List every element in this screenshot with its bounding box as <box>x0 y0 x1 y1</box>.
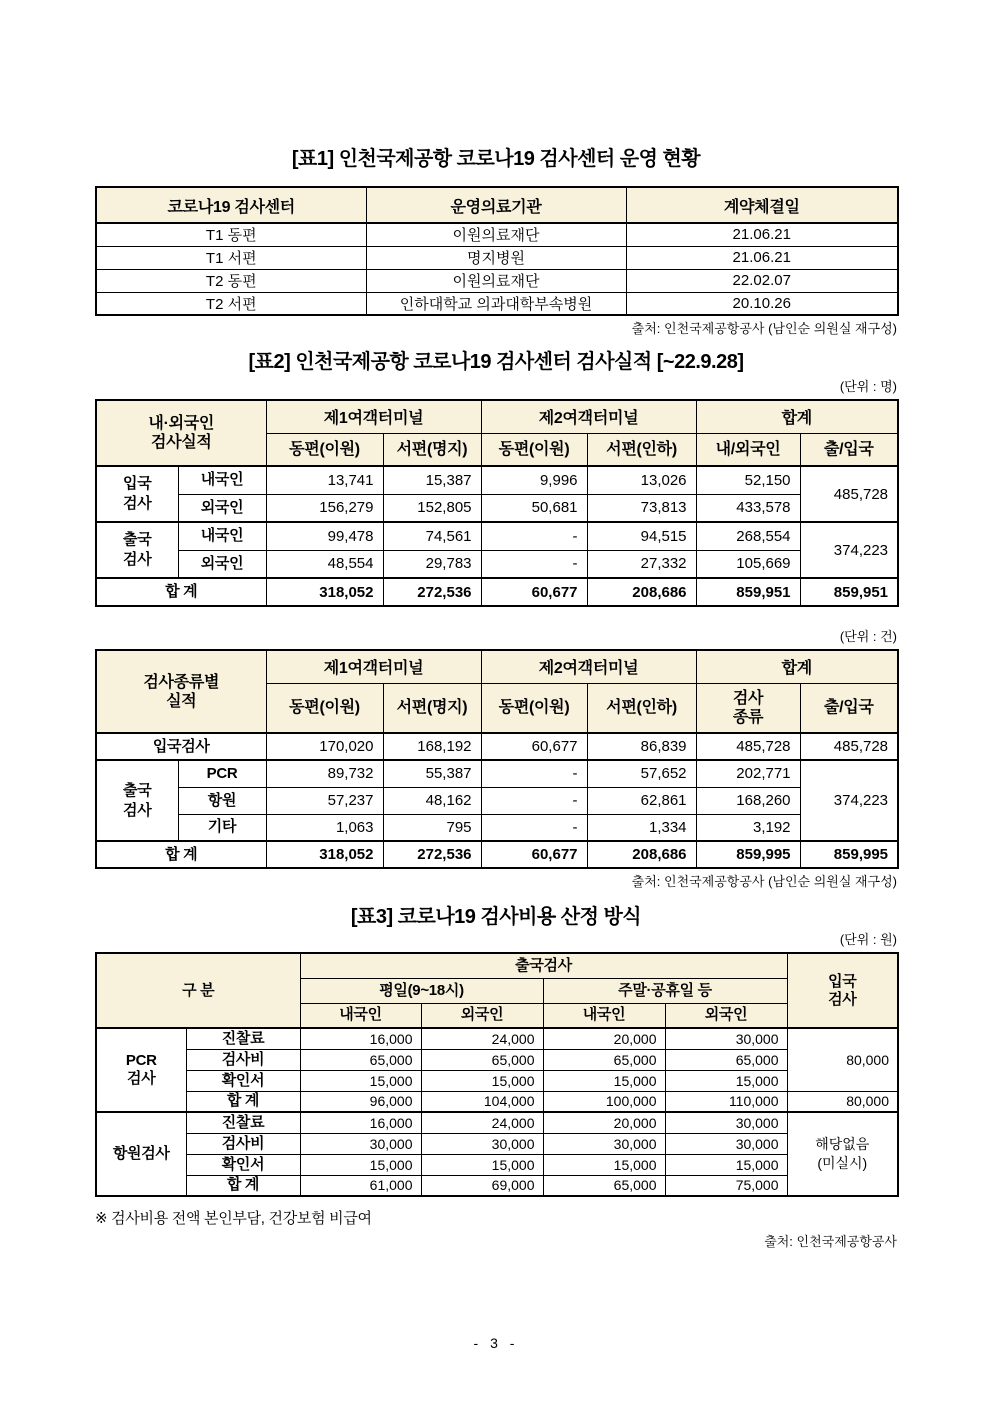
value-cell: 156,279 <box>266 494 383 522</box>
table3-header-entry-test: 입국 검사 <box>787 953 898 1028</box>
total-value-cell: 104,000 <box>421 1091 543 1112</box>
value-cell: 9,996 <box>481 466 587 494</box>
table-row <box>96 1028 898 1049</box>
value-cell: 65,000 <box>421 1049 543 1070</box>
value-cell: 168,260 <box>696 787 800 814</box>
table-row <box>96 1049 898 1070</box>
table1-header-contract-date: 계약체결일 <box>626 187 898 223</box>
table-row <box>96 246 898 269</box>
value-cell: 20,000 <box>543 1028 665 1049</box>
category-cell: 외국인 <box>178 494 266 522</box>
table2b-header-row1 <box>96 650 898 683</box>
date-cell: 20.10.26 <box>626 292 898 315</box>
pcr-test-label: PCR 검사 <box>96 1028 186 1112</box>
table-row <box>96 269 898 292</box>
table2b-source: 출처: 인천국제공항공사 (남인순 의원실 재구성) <box>631 874 897 889</box>
value-cell: 15,000 <box>300 1154 421 1175</box>
center-cell: T2 서편 <box>96 292 366 315</box>
table2b-subheader-test-type: 검사 종류 <box>696 683 800 733</box>
total-row <box>96 1091 898 1112</box>
category-cell: 확인서 <box>186 1154 300 1175</box>
total-value-cell: 208,686 <box>587 841 696 868</box>
value-cell: - <box>481 814 587 841</box>
value-cell: 65,000 <box>665 1049 787 1070</box>
value-cell: 15,387 <box>383 466 481 494</box>
category-cell: 외국인 <box>178 550 266 578</box>
entry-test-label: 입국 검사 <box>96 466 178 522</box>
total-value-cell: 859,951 <box>800 578 898 606</box>
total-value-cell: 61,000 <box>300 1175 421 1196</box>
value-cell: 15,000 <box>665 1154 787 1175</box>
table3-header-weekend: 주말·공휴일 등 <box>543 978 787 1003</box>
value-cell: 65,000 <box>543 1049 665 1070</box>
total-value-cell: 859,951 <box>696 578 800 606</box>
exit-inout-total-cell: 374,223 <box>800 522 898 578</box>
table2-unit-label: (단위 : 명) <box>839 379 897 394</box>
table-row <box>96 1154 898 1175</box>
value-cell: 48,162 <box>383 787 481 814</box>
value-cell: 27,332 <box>587 550 696 578</box>
table-row <box>96 787 898 814</box>
table-row <box>96 1133 898 1154</box>
table1-header-institution: 운영의료기관 <box>366 187 626 223</box>
table1-header-center: 코로나19 검사센터 <box>96 187 366 223</box>
value-cell: 50,681 <box>481 494 587 522</box>
table-row <box>96 550 898 578</box>
value-cell: 13,741 <box>266 466 383 494</box>
value-cell: 105,669 <box>696 550 800 578</box>
table2b-subheader-west-t2: 서편(인하) <box>587 683 696 733</box>
total-row <box>96 578 898 606</box>
table3-title: [표3] 코로나19 검사비용 산정 방식 <box>350 906 642 928</box>
value-cell: 52,150 <box>696 466 800 494</box>
value-cell: 16,000 <box>300 1112 421 1133</box>
value-cell: 55,387 <box>383 760 481 787</box>
value-cell: 65,000 <box>300 1049 421 1070</box>
table1-source: 출처: 인천국제공항공사 (남인순 의원실 재구성) <box>631 321 897 336</box>
total-row <box>96 1175 898 1196</box>
table-row <box>96 760 898 787</box>
value-cell: 86,839 <box>587 733 696 760</box>
table-row <box>96 1070 898 1091</box>
table2b-header-total: 합계 <box>696 650 898 683</box>
value-cell: 485,728 <box>696 733 800 760</box>
value-cell: 30,000 <box>665 1133 787 1154</box>
value-cell: 268,554 <box>696 522 800 550</box>
value-cell: 62,861 <box>587 787 696 814</box>
category-cell: 검사비 <box>186 1133 300 1154</box>
total-value-cell: 60,677 <box>481 578 587 606</box>
table2b-subheader-east-t2: 동편(이원) <box>481 683 587 733</box>
total-label: 합 계 <box>96 578 266 606</box>
table3-header-exit-test: 출국검사 <box>300 953 787 978</box>
page-number: - 3 - <box>473 1335 519 1351</box>
value-cell: 20,000 <box>543 1112 665 1133</box>
table2b-subheader-west-t1: 서편(명지) <box>383 683 481 733</box>
value-cell: 57,652 <box>587 760 696 787</box>
total-value-cell: 318,052 <box>266 578 383 606</box>
table-row <box>96 522 898 550</box>
total-value-cell: 65,000 <box>543 1175 665 1196</box>
table2-subheader-west-t2: 서편(인하) <box>587 433 696 466</box>
value-cell: 74,561 <box>383 522 481 550</box>
table1-header-row <box>96 187 898 223</box>
total-value-cell: 272,536 <box>383 578 481 606</box>
value-cell: 485,728 <box>800 733 898 760</box>
institution-cell: 명지병원 <box>366 246 626 269</box>
pcr-entry-total-cell: 80,000 <box>787 1091 898 1112</box>
total-value-cell: 859,995 <box>696 841 800 868</box>
table2b-subheader-inout: 출/입국 <box>800 683 898 733</box>
table-row <box>96 733 898 760</box>
total-value-cell: 69,000 <box>421 1175 543 1196</box>
total-row <box>96 841 898 868</box>
value-cell: 60,677 <box>481 733 587 760</box>
table2-header-total: 합계 <box>696 400 898 433</box>
exit-inout-total-cell: 374,223 <box>800 760 898 841</box>
value-cell: 15,000 <box>300 1070 421 1091</box>
total-value-cell: 96,000 <box>300 1091 421 1112</box>
table1-covid-test-centers <box>95 186 899 316</box>
value-cell: - <box>481 787 587 814</box>
total-value-cell: 60,677 <box>481 841 587 868</box>
center-cell: T1 서편 <box>96 246 366 269</box>
total-value-cell: 208,686 <box>587 578 696 606</box>
total-value-cell: 75,000 <box>665 1175 787 1196</box>
table-row <box>96 494 898 522</box>
value-cell: 24,000 <box>421 1112 543 1133</box>
category-cell: PCR <box>178 760 266 787</box>
value-cell: 15,000 <box>543 1070 665 1091</box>
value-cell: 152,805 <box>383 494 481 522</box>
table2b-test-results-by-type <box>95 649 899 869</box>
value-cell: 13,026 <box>587 466 696 494</box>
value-cell: 30,000 <box>421 1133 543 1154</box>
total-value-cell: 272,536 <box>383 841 481 868</box>
table3-subheader-domestic: 내국인 <box>543 1003 665 1028</box>
exit-test-label: 출국 검사 <box>96 760 178 841</box>
table2b-unit-label: (단위 : 건) <box>839 629 897 644</box>
value-cell: 48,554 <box>266 550 383 578</box>
table3-header-gubun: 구 분 <box>96 953 300 1028</box>
total-label: 합 계 <box>186 1091 300 1112</box>
table3-source: 출처: 인천국제공항공사 <box>764 1234 897 1249</box>
table3-footnote: ※ 검사비용 전액 본인부담, 건강보험 비급여 <box>95 1210 372 1227</box>
table2-subheader-west-t1: 서편(명지) <box>383 433 481 466</box>
value-cell: 30,000 <box>300 1133 421 1154</box>
value-cell: 3,192 <box>696 814 800 841</box>
total-value-cell: 859,995 <box>800 841 898 868</box>
total-label: 합 계 <box>186 1175 300 1196</box>
category-cell: 내국인 <box>178 466 266 494</box>
date-cell: 21.06.21 <box>626 223 898 246</box>
table3-test-cost <box>95 952 899 1197</box>
value-cell: 30,000 <box>543 1133 665 1154</box>
value-cell: 30,000 <box>665 1112 787 1133</box>
table2-test-results-by-nationality <box>95 399 899 607</box>
total-value-cell: 318,052 <box>266 841 383 868</box>
value-cell: 99,478 <box>266 522 383 550</box>
date-cell: 21.06.21 <box>626 246 898 269</box>
total-value-cell: 100,000 <box>543 1091 665 1112</box>
category-cell: 기타 <box>178 814 266 841</box>
value-cell: 30,000 <box>665 1028 787 1049</box>
table2-subheader-nationality: 내/외국인 <box>696 433 800 466</box>
center-cell: T1 동편 <box>96 223 366 246</box>
institution-cell: 이원의료재단 <box>366 223 626 246</box>
table2-title: [표2] 인천국제공항 코로나19 검사센터 검사실적 [~22.9.28] <box>248 351 744 373</box>
pcr-entry-cost-cell: 80,000 <box>787 1028 898 1091</box>
table3-header-row1 <box>96 953 898 978</box>
category-cell: 진찰료 <box>186 1028 300 1049</box>
total-value-cell: 110,000 <box>665 1091 787 1112</box>
table2-header-terminal1: 제1여객터미널 <box>266 400 481 433</box>
antigen-entry-na-cell: 해당없음 (미실시) <box>787 1112 898 1196</box>
table-row <box>96 292 898 315</box>
table2-header-terminal2: 제2여객터미널 <box>481 400 696 433</box>
total-label: 합 계 <box>96 841 266 868</box>
table2-header-group: 내·외국인 검사실적 <box>96 400 266 466</box>
value-cell: 15,000 <box>543 1154 665 1175</box>
table1-title: [표1] 인천국제공항 코로나19 검사센터 운영 현황 <box>291 148 701 170</box>
table2b-subheader-east-t1: 동편(이원) <box>266 683 383 733</box>
antigen-test-label: 항원검사 <box>96 1112 186 1196</box>
category-cell: 항원 <box>178 787 266 814</box>
table2-subheader-east-t2: 동편(이원) <box>481 433 587 466</box>
value-cell: 795 <box>383 814 481 841</box>
value-cell: 94,515 <box>587 522 696 550</box>
table-row <box>96 814 898 841</box>
table3-unit-label: (단위 : 원) <box>839 932 897 947</box>
value-cell: 168,192 <box>383 733 481 760</box>
value-cell: 15,000 <box>421 1070 543 1091</box>
table3-subheader-foreign: 외국인 <box>665 1003 787 1028</box>
center-cell: T2 동편 <box>96 269 366 292</box>
table-row <box>96 466 898 494</box>
entry-test-label: 입국검사 <box>96 733 266 760</box>
table3-header-weekday: 평일(9~18시) <box>300 978 543 1003</box>
value-cell: - <box>481 760 587 787</box>
value-cell: 1,063 <box>266 814 383 841</box>
value-cell: 29,783 <box>383 550 481 578</box>
value-cell: 15,000 <box>421 1154 543 1175</box>
value-cell: 89,732 <box>266 760 383 787</box>
table2b-header-group: 검사종류별 실적 <box>96 650 266 733</box>
category-cell: 내국인 <box>178 522 266 550</box>
value-cell: 170,020 <box>266 733 383 760</box>
table2b-header-terminal1: 제1여객터미널 <box>266 650 481 683</box>
document-page <box>95 0 897 1250</box>
value-cell: 57,237 <box>266 787 383 814</box>
category-cell: 검사비 <box>186 1049 300 1070</box>
value-cell: 73,813 <box>587 494 696 522</box>
institution-cell: 이원의료재단 <box>366 269 626 292</box>
value-cell: 24,000 <box>421 1028 543 1049</box>
value-cell: 433,578 <box>696 494 800 522</box>
table2-header-row1 <box>96 400 898 433</box>
table-row <box>96 1112 898 1133</box>
value-cell: 1,334 <box>587 814 696 841</box>
table2-subheader-inout: 출/입국 <box>800 433 898 466</box>
category-cell: 확인서 <box>186 1070 300 1091</box>
institution-cell: 인하대학교 의과대학부속병원 <box>366 292 626 315</box>
value-cell: - <box>481 550 587 578</box>
value-cell: 16,000 <box>300 1028 421 1049</box>
exit-test-label: 출국 검사 <box>96 522 178 578</box>
table3-subheader-foreign: 외국인 <box>421 1003 543 1028</box>
value-cell: - <box>481 522 587 550</box>
value-cell: 202,771 <box>696 760 800 787</box>
value-cell: 15,000 <box>665 1070 787 1091</box>
table-row <box>96 223 898 246</box>
date-cell: 22.02.07 <box>626 269 898 292</box>
table2-subheader-east-t1: 동편(이원) <box>266 433 383 466</box>
category-cell: 진찰료 <box>186 1112 300 1133</box>
table2b-header-terminal2: 제2여객터미널 <box>481 650 696 683</box>
table3-subheader-domestic: 내국인 <box>300 1003 421 1028</box>
entry-inout-total-cell: 485,728 <box>800 466 898 522</box>
